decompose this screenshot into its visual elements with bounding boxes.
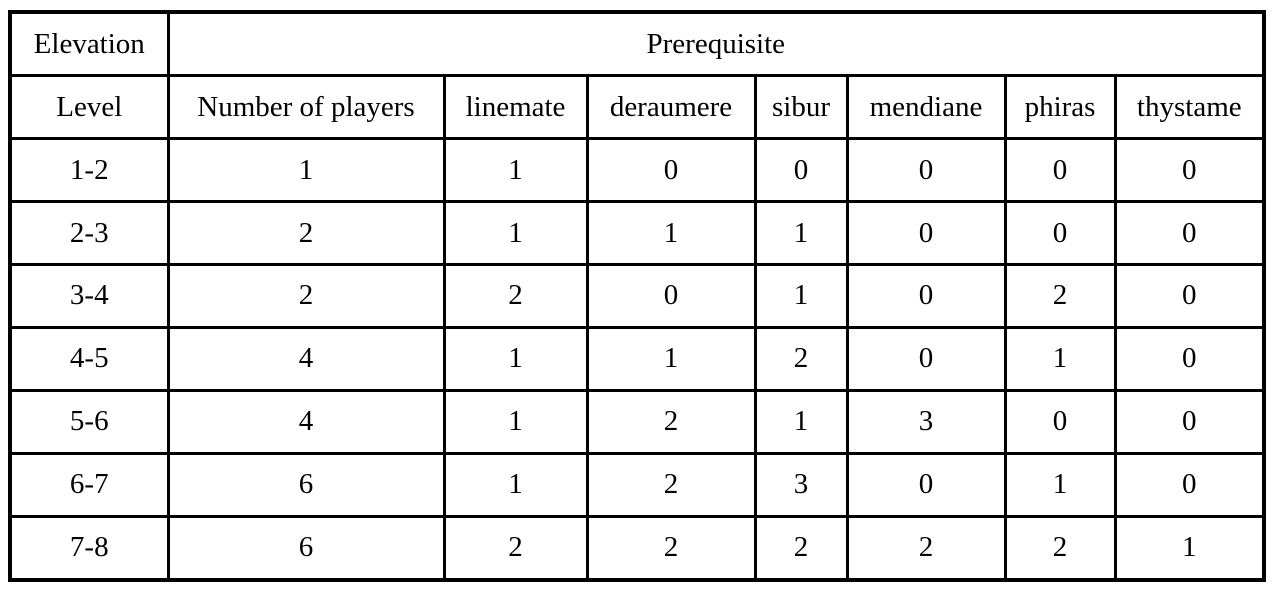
cell-linemate: 1: [444, 390, 587, 453]
cell-thystame: 0: [1115, 453, 1264, 516]
cell-mendiane: 0: [847, 202, 1005, 265]
cell-deraumere: 0: [587, 139, 755, 202]
cell-linemate: 1: [444, 453, 587, 516]
cell-mendiane: 2: [847, 516, 1005, 580]
cell-mendiane: 0: [847, 139, 1005, 202]
cell-linemate: 1: [444, 327, 587, 390]
cell-sibur: 2: [755, 516, 847, 580]
col-header-level: Level: [10, 76, 168, 139]
cell-linemate: 2: [444, 516, 587, 580]
cell-level: 2-3: [10, 202, 168, 265]
column-header-row: [10, 76, 1264, 139]
cell-level: 3-4: [10, 265, 168, 328]
cell-mendiane: 3: [847, 390, 1005, 453]
cell-level: 4-5: [10, 327, 168, 390]
col-header-sibur: sibur: [755, 76, 847, 139]
cell-deraumere: 2: [587, 453, 755, 516]
cell-mendiane: 0: [847, 453, 1005, 516]
top-header-row: [10, 12, 1264, 76]
cell-mendiane: 0: [847, 265, 1005, 328]
cell-level: 1-2: [10, 139, 168, 202]
cell-sibur: 1: [755, 390, 847, 453]
cell-sibur: 1: [755, 265, 847, 328]
cell-phiras: 1: [1005, 453, 1115, 516]
cell-level: 5-6: [10, 390, 168, 453]
cell-players: 4: [168, 390, 444, 453]
cell-level: 7-8: [10, 516, 168, 580]
cell-players: 6: [168, 453, 444, 516]
cell-phiras: 0: [1005, 390, 1115, 453]
table-row: [10, 453, 1264, 516]
cell-deraumere: 1: [587, 327, 755, 390]
col-header-phiras: phiras: [1005, 76, 1115, 139]
col-header-mendiane: mendiane: [847, 76, 1005, 139]
table-row: [10, 390, 1264, 453]
col-header-linemate: linemate: [444, 76, 587, 139]
cell-deraumere: 0: [587, 265, 755, 328]
cell-players: 2: [168, 202, 444, 265]
table-row: [10, 202, 1264, 265]
cell-linemate: 2: [444, 265, 587, 328]
prerequisite-header: Prerequisite: [168, 12, 1264, 76]
col-header-thystame: thystame: [1115, 76, 1264, 139]
cell-players: 2: [168, 265, 444, 328]
cell-sibur: 3: [755, 453, 847, 516]
cell-thystame: 1: [1115, 516, 1264, 580]
cell-phiras: 2: [1005, 516, 1115, 580]
cell-linemate: 1: [444, 202, 587, 265]
cell-linemate: 1: [444, 139, 587, 202]
cell-phiras: 0: [1005, 139, 1115, 202]
cell-thystame: 0: [1115, 139, 1264, 202]
cell-phiras: 2: [1005, 265, 1115, 328]
cell-thystame: 0: [1115, 327, 1264, 390]
cell-level: 6-7: [10, 453, 168, 516]
cell-phiras: 1: [1005, 327, 1115, 390]
elevation-header: Elevation: [10, 12, 168, 76]
cell-players: 6: [168, 516, 444, 580]
cell-players: 1: [168, 139, 444, 202]
cell-deraumere: 2: [587, 516, 755, 580]
col-header-deraumere: deraumere: [587, 76, 755, 139]
elevation-prerequisite-table: [8, 10, 1266, 582]
cell-players: 4: [168, 327, 444, 390]
cell-thystame: 0: [1115, 265, 1264, 328]
cell-thystame: 0: [1115, 202, 1264, 265]
cell-sibur: 0: [755, 139, 847, 202]
cell-deraumere: 2: [587, 390, 755, 453]
cell-sibur: 1: [755, 202, 847, 265]
table-row: [10, 327, 1264, 390]
cell-deraumere: 1: [587, 202, 755, 265]
col-header-number-of-players: Number of players: [168, 76, 444, 139]
cell-mendiane: 0: [847, 327, 1005, 390]
cell-thystame: 0: [1115, 390, 1264, 453]
cell-phiras: 0: [1005, 202, 1115, 265]
table-row: [10, 265, 1264, 328]
cell-sibur: 2: [755, 327, 847, 390]
table-row: [10, 139, 1264, 202]
table-row: [10, 516, 1264, 580]
